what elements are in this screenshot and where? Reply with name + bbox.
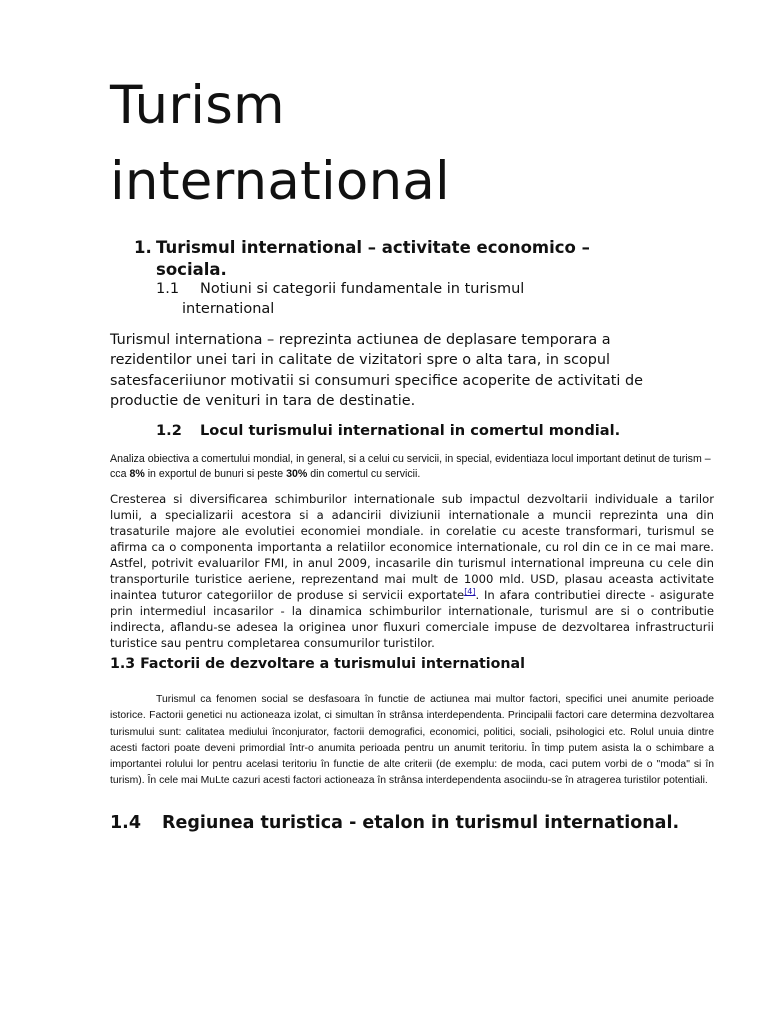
section-1-2-heading (156, 421, 620, 441)
analysis-percent-services: 30% (286, 468, 308, 481)
document-title (110, 68, 450, 220)
analysis-paragraph (110, 452, 714, 483)
section-1-heading (134, 237, 674, 281)
section-1-heading-line-2: sociala. (156, 260, 227, 279)
section-1-4-number: 1.4 (110, 813, 142, 833)
section-1-4-heading-text: Regiunea turistica - etalon in turismul international. (162, 813, 680, 833)
title-line-2: international (110, 151, 450, 212)
section-1-1-heading (156, 279, 676, 319)
factors-paragraph: Turismul ca fenomen social se desfasoara în functie de actiunea mai multor factori, specifici unei anumite perioade istorice. Factorii genetici nu actioneaza izolat, ci simultan în strânsa interdependenta. Principalii factori care determina dezvoltarea turismului sunt: calitatea mediului înconjurator, factorii demografici, economici, politici, sociali, psihologici etc. Rolul unuia dintre acesti factori poate deveni primordial într-o anumita perioada pentru un anumit teritoriu. În timp putem asista la o schimbare a importantei rolului lor pentru acelasi teritoriu în functie de alte criterii (de exemplu: de moda, caci putem vorbi de o "moda" si în turism). În cele mai MuLte cazuri acesti factori actioneaza în strânsa interdependenta asociindu-se în atragerea turistilor potentiali. (110, 694, 714, 787)
section-1-2-heading-text: Locul turismului international in comertul mondial. (200, 422, 621, 439)
section-1-1-heading-line-2: international (182, 301, 275, 317)
growth-text-b: . In afara contributiei directe - asigurate prin intermediul incasarilor - la dinamica schimburilor internationale, turismul are si o contributie indirecta, aflandu-se adesea la originea unor fluxuri comerciale impuse de dezvoltarea infrastructurii turistice sau pentru completarea consumurilor turistilor. (110, 588, 714, 650)
section-1-1-number: 1.1 (156, 281, 180, 297)
section-1-number: 1. (134, 238, 152, 257)
definition-line-3: satesfaceriiunor motivatii si consumuri specifice acoperite de activitati de (110, 372, 643, 389)
section-1-3-heading: 1.3 Factorii de dezvoltare a turismului international (110, 656, 525, 672)
definition-line-4: productie de venituri in tara de destinatie. (110, 392, 416, 409)
section-1-1-heading-line-1: Notiuni si categorii fundamentale in turismul (200, 281, 525, 297)
analysis-text-b: in exportul de bunuri si peste (144, 468, 287, 481)
analysis-percent-exports: 8% (129, 468, 145, 481)
growth-text-a: Cresterea si diversificarea schimburilor internationale sub impactul dezvoltarii individuale a tarilor lumii, a specializarii acestora si a adancirii diviziunii internationale a muncii reprezinta una din trasaturile majore ale evolutiei economiei mondiale. in corelatie cu aceste transformari, turismul se afirma ca o componenta importanta a relatiilor economice internationale, cu rol din ce in ce mai mare. Astfel, potrivit evaluarilor FMI, in anul 2009, incasarile din turismul international impreuna cu cele din transporturile turistice aeriene, reprezentand mai mult de 1000 mld. USD, plasau aceasta activitate inaintea tuturor categoriilor de produse si servicii exportate (110, 492, 714, 602)
definition-line-1: Turismul internationa – reprezinta actiunea de deplasare temporara a (110, 332, 611, 348)
definition-line-2: rezidentilor unei tari in calitate de vizitatori spre o alta tara, in scopul (110, 352, 611, 369)
section-1-heading-line-1: Turismul international – activitate economico – (156, 238, 590, 257)
section-1-4-heading (110, 811, 679, 835)
title-line-1: Turism (110, 75, 285, 136)
growth-paragraph (110, 491, 714, 651)
analysis-text-a: Analiza obiectiva a comertului mondial, in general, si a celui cu servicii, in special, evidentiaza locul important detinut de turism – cca (110, 453, 711, 481)
section-1-2-number: 1.2 (156, 422, 182, 439)
footnote-reference-link[interactable]: [4] (464, 587, 476, 597)
definition-paragraph (110, 330, 714, 411)
analysis-text-c: din comertul cu servicii. (307, 468, 421, 481)
